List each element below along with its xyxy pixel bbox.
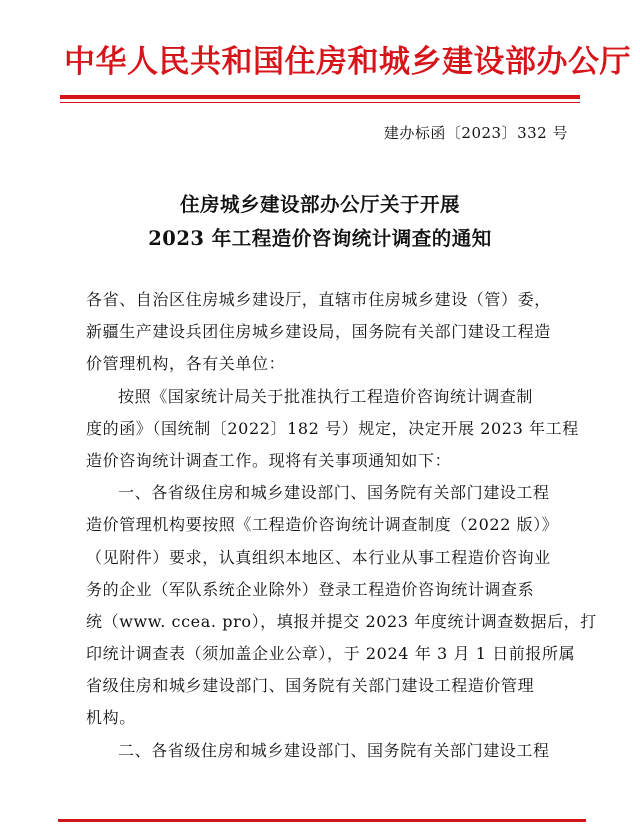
header-rule-thick (60, 95, 580, 99)
body-line: 务的企业（军队系统企业除外）登录工程造价咨询统计调查系 (86, 579, 535, 599)
body-line: 一、各省级住房和城乡建设部门、国务院有关部门建设工程 (118, 483, 550, 503)
body-line: 价管理机构，各有关单位： (86, 354, 286, 374)
body-line: （见附件）要求，认真组织本地区、本行业从事工程造价咨询业 (86, 547, 551, 567)
header-rule-thin (60, 102, 580, 103)
body-line: 省级住房和城乡建设部门、国务院有关部门建设工程造价管理 (86, 676, 535, 696)
body-line: 机构。 (86, 708, 136, 728)
title-line-1: 住房城乡建设部办公厅关于开展 (179, 193, 460, 216)
body-line: 各省、自治区住房城乡建设厅，直辖市住房城乡建设（管）委， (86, 290, 551, 309)
body-line: 造价管理机构要按照《工程造价咨询统计调查制度（2022 版）》 (86, 515, 559, 535)
footer-rule (58, 819, 586, 822)
document-body (86, 284, 597, 767)
document-title (60, 188, 580, 256)
body-line: 统（www. ccea. pro），填报并提交 2023 年度统计调查数据后，打 (86, 611, 597, 631)
body-line: 二、各省级住房和城乡建设部门、国务院有关部门建设工程 (118, 740, 550, 760)
body-line: 按照《国家统计局关于批准执行工程造价咨询统计调查制 (118, 386, 534, 406)
body-line: 新疆生产建设兵团住房城乡建设局，国务院有关部门建设工程造 (86, 322, 551, 342)
body-line: 造价咨询统计调查工作。现将有关事项通知如下： (86, 450, 452, 470)
body-line: 印统计调查表（须加盖企业公章），于 2024 年 3 月 1 日前报所属 (86, 644, 576, 664)
body-line: 度的函》（国统制〔2022〕182 号）规定，决定开展 2023 年工程 (86, 418, 579, 438)
document-number: 建办标函〔2023〕332 号 (383, 124, 568, 142)
issuer-masthead: 中华人民共和国住房和城乡建设部办公厅 (64, 44, 631, 80)
title-line-2: 2023 年工程造价咨询统计调查的通知 (148, 227, 492, 250)
